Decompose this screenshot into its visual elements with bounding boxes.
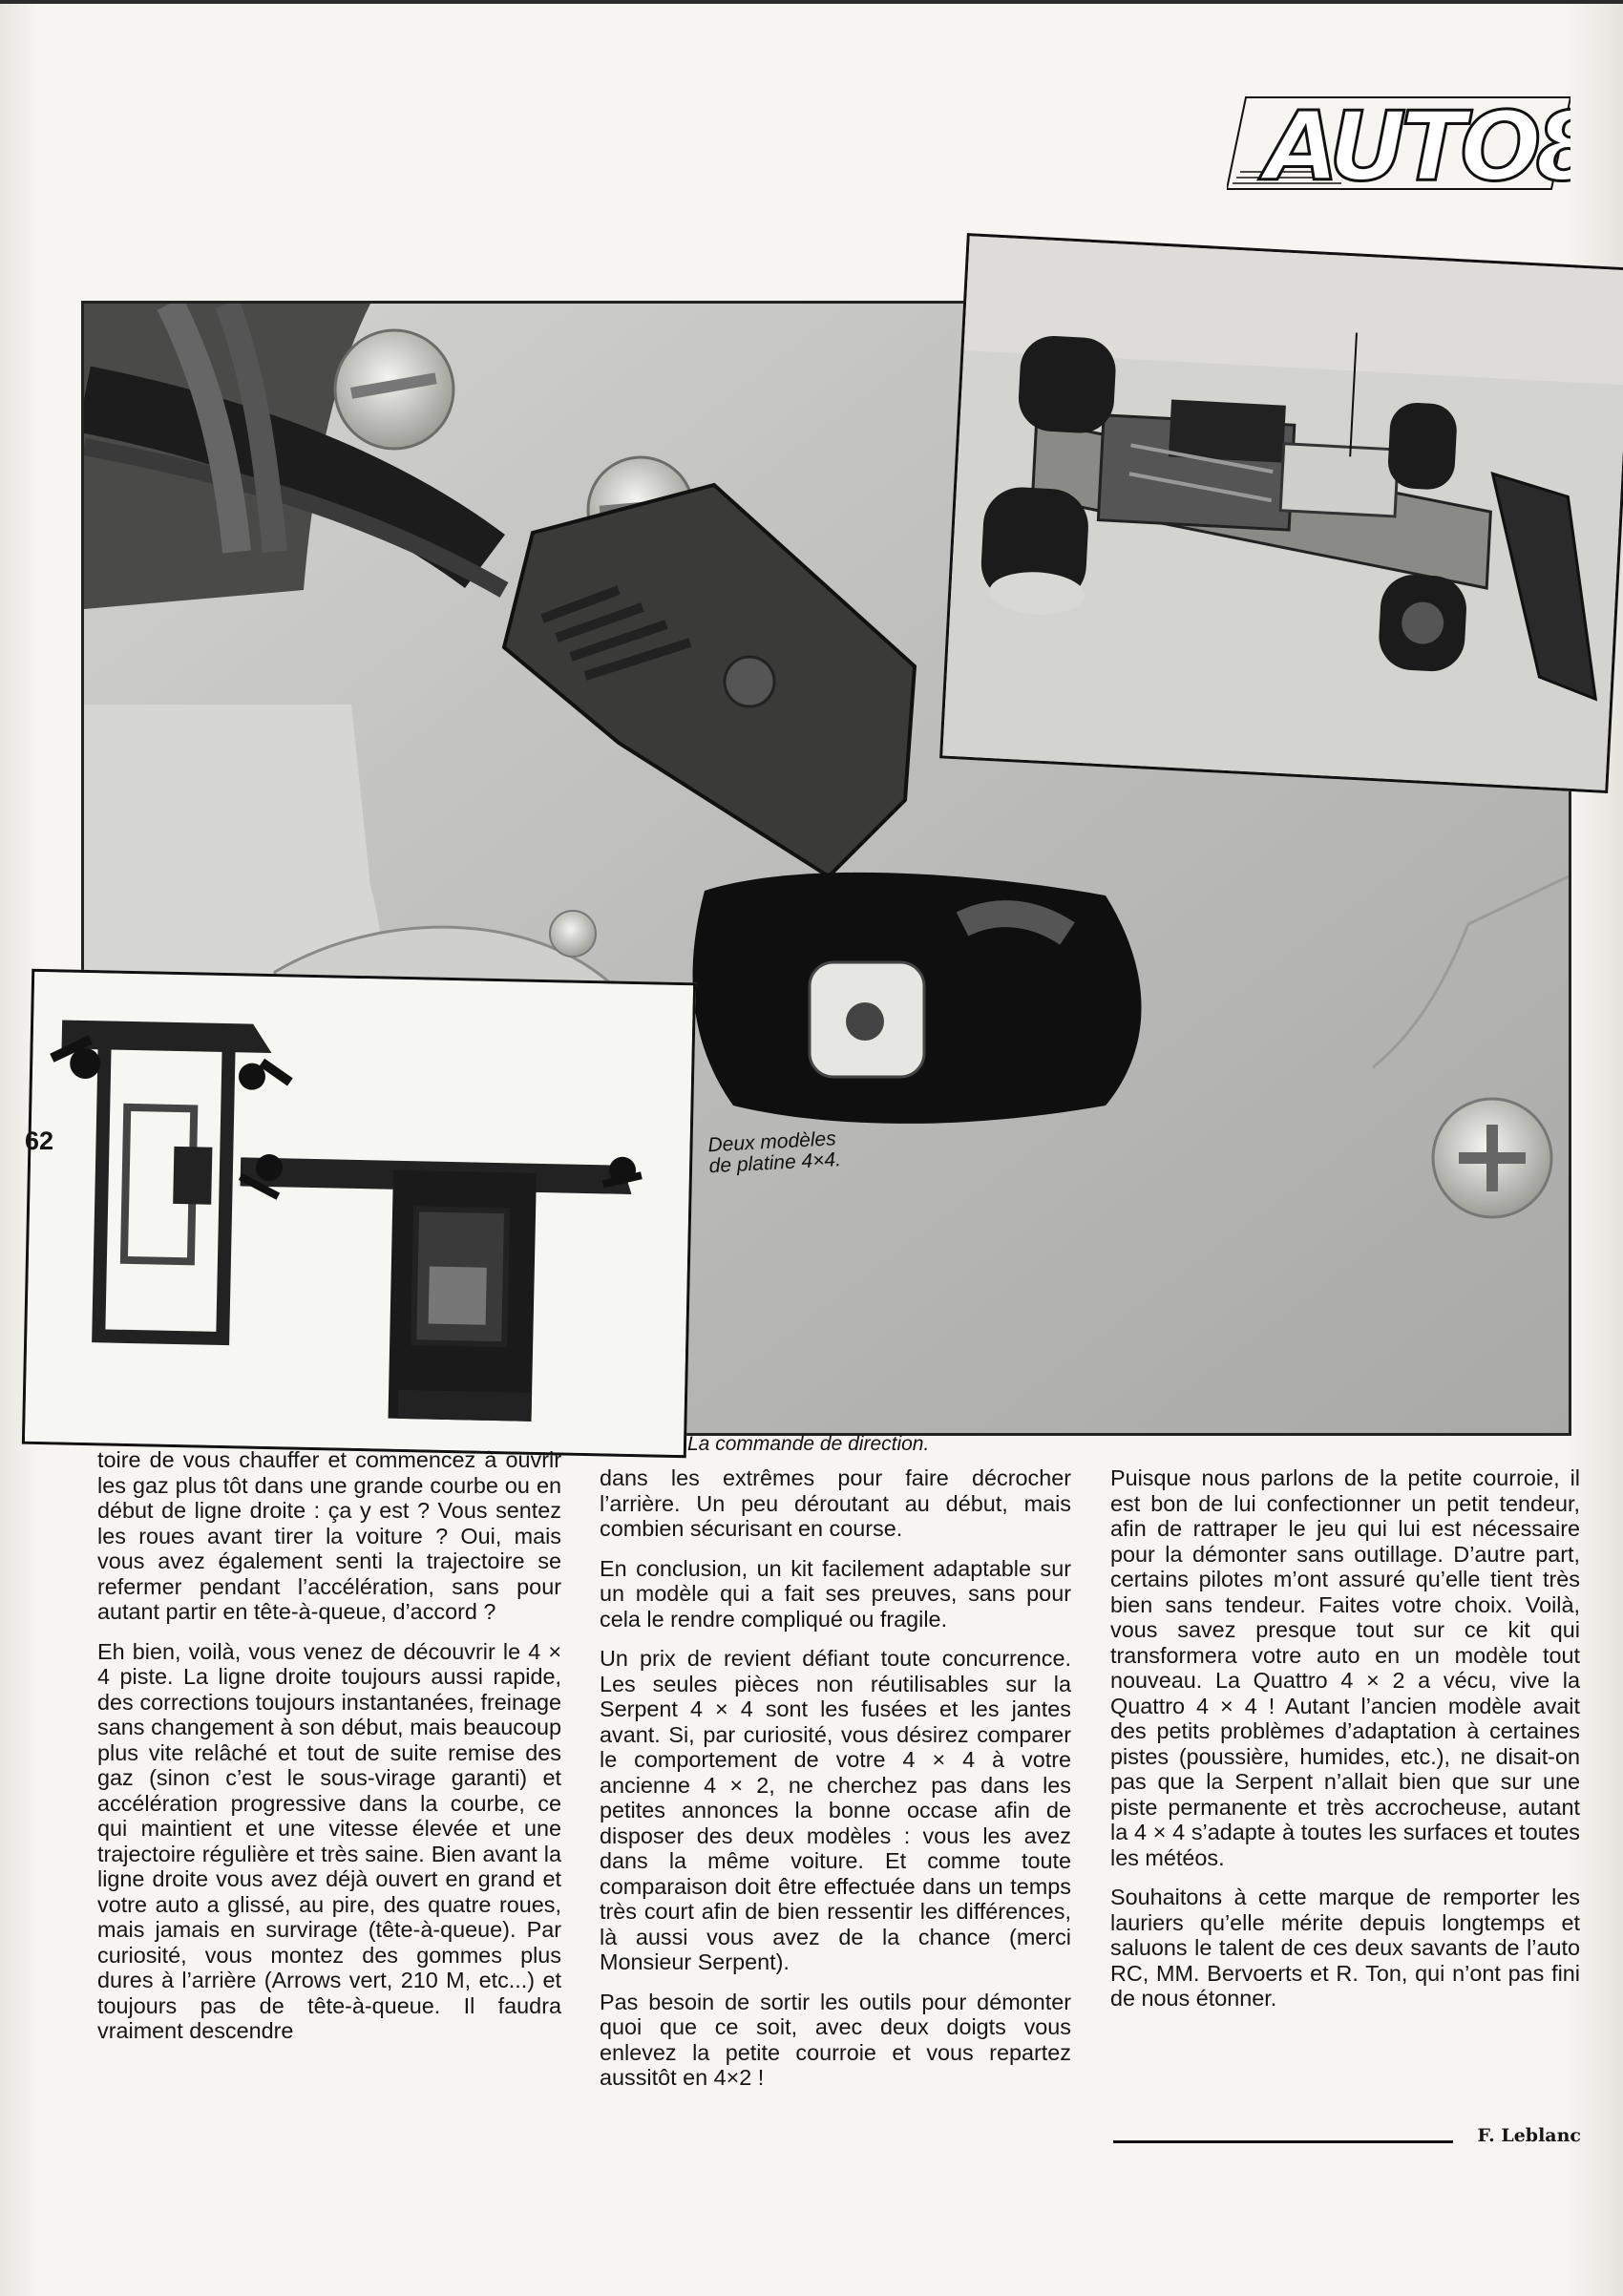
article-column-1 <box>97 1447 561 2058</box>
article-column-2 <box>600 1465 1071 2105</box>
top-rule <box>0 0 1623 4</box>
article-column-3 <box>1110 1465 1580 2026</box>
paragraph: Un prix de revient défiant toute concurrence. Les seules pièces non réutilisables sur la Serpent 4 × 4 sont les fusées et les jantes avant. Si, par curiosité, vous désirez comparer le comportement de votre 4 × 4 à votre ancienne 4 × 2, ne cherchez pas dans les petites annonces la bonne occase afin de disposer des deux modèles : vous les avez dans la même voiture. Et comme toute comparaison doit être effectuée dans un temps très court afin de bien ressentir les différences, là aussi vous avez de la chance (merci Monsieur Serpent). <box>600 1646 1071 1974</box>
photo-two-4x4-chassis <box>22 969 696 1458</box>
photo-rc-car <box>939 233 1623 793</box>
magazine-logo <box>1227 95 1570 191</box>
paragraph: Souhaitons à cette marque de remporter les lauriers qu’elle mérite depuis longtemps et saluons le talent de ces deux savants de l’auto RC, MM. Bervoerts et R. Ton, qui n’ont pas fini de nous étonner. <box>1110 1885 1580 2011</box>
caption-platine-line1: Deux modèles <box>706 1127 837 1157</box>
caption-steering-command: La commande de direction. <box>687 1433 930 1455</box>
signature-rule <box>1113 2140 1453 2143</box>
paragraph: toire de vous chauffer et commencez à ouvrir les gaz plus tôt dans une grande courbe ou en début de ligne droite : ça y est ? Vous sentez les roues avant tirer la voiture ? Oui, mais vous avez également senti la trajectoire se refermer pendant l’accélération, sans pour autant partir en tête-à-queue, d’accord ? <box>97 1447 561 1624</box>
paragraph: En conclusion, un kit facilement adaptable sur un modèle qui a fait ses preuves, sans pour cela le rendre compliqué ou fragile. <box>600 1555 1071 1632</box>
author-name: F. Leblanc <box>1477 2125 1581 2146</box>
caption-platine-line2: de platine 4×4. <box>708 1148 842 1178</box>
paragraph: dans les extrêmes pour faire décrocher l’arrière. Un peu déroutant au début, mais combien sécurisant en course. <box>600 1465 1071 1541</box>
page-number: 62 <box>25 1127 54 1155</box>
paragraph: Eh bien, voilà, vous venez de découvrir le 4 × 4 piste. La ligne droite toujours aussi rapide, des corrections toujours instantanées, freinage sans changement à son début, mais beaucoup plus vite relâché et tout de suite remise des gaz (sinon c’est le sous-virage garanti) et accélération progressive dans la courbe, ce qui maintient et une vitesse élevée et une trajectoire régulière et très saine. Bien avant la ligne droite vous avez déjà ouvert en grand et votre auto a glissé, au pire, des quatre roues, mais jamais en survirage (tête-à-queue). Par curiosité, vous montez des gommes plus dures à l’arrière (Arrows vert, 210 M, etc...) et toujours pas de tête-à-queue. Il faudra vraiment descendre <box>97 1638 561 2043</box>
paragraph: Pas besoin de sortir les outils pour démonter quoi que ce soit, avec deux doigts vous enlevez la petite courroie et vous repartez aussitôt en 4×2 ! <box>600 1989 1071 2090</box>
paragraph: Puisque nous parlons de la petite courroie, il est bon de lui confectionner un petit tendeur, afin de rattraper le jeu qui lui est nécessaire pour la démonter sans outillage. D’autre part, certains pilotes m’ont assuré qu’elle tient très bien sans tendeur. Faites votre choix. Voilà, vous savez presque tout sur ce kit qui transformera votre auto en un modèle tout nouveau. La Quattro 4 × 2 a vécu, vive la Quattro 4 × 4 ! Autant l’ancien modèle avait des petits problèmes d’adaptation à certaines pistes (poussière, humides, etc.), ne disait-on pas que la Serpent n’allait bien que sur une piste permanente et très accrocheuse, autant la 4 × 4 s’adapte à toutes les surfaces et toutes les météos. <box>1110 1465 1580 1870</box>
author-signature <box>1113 2125 1581 2154</box>
logo-text: AUTO8 <box>1265 95 1570 191</box>
